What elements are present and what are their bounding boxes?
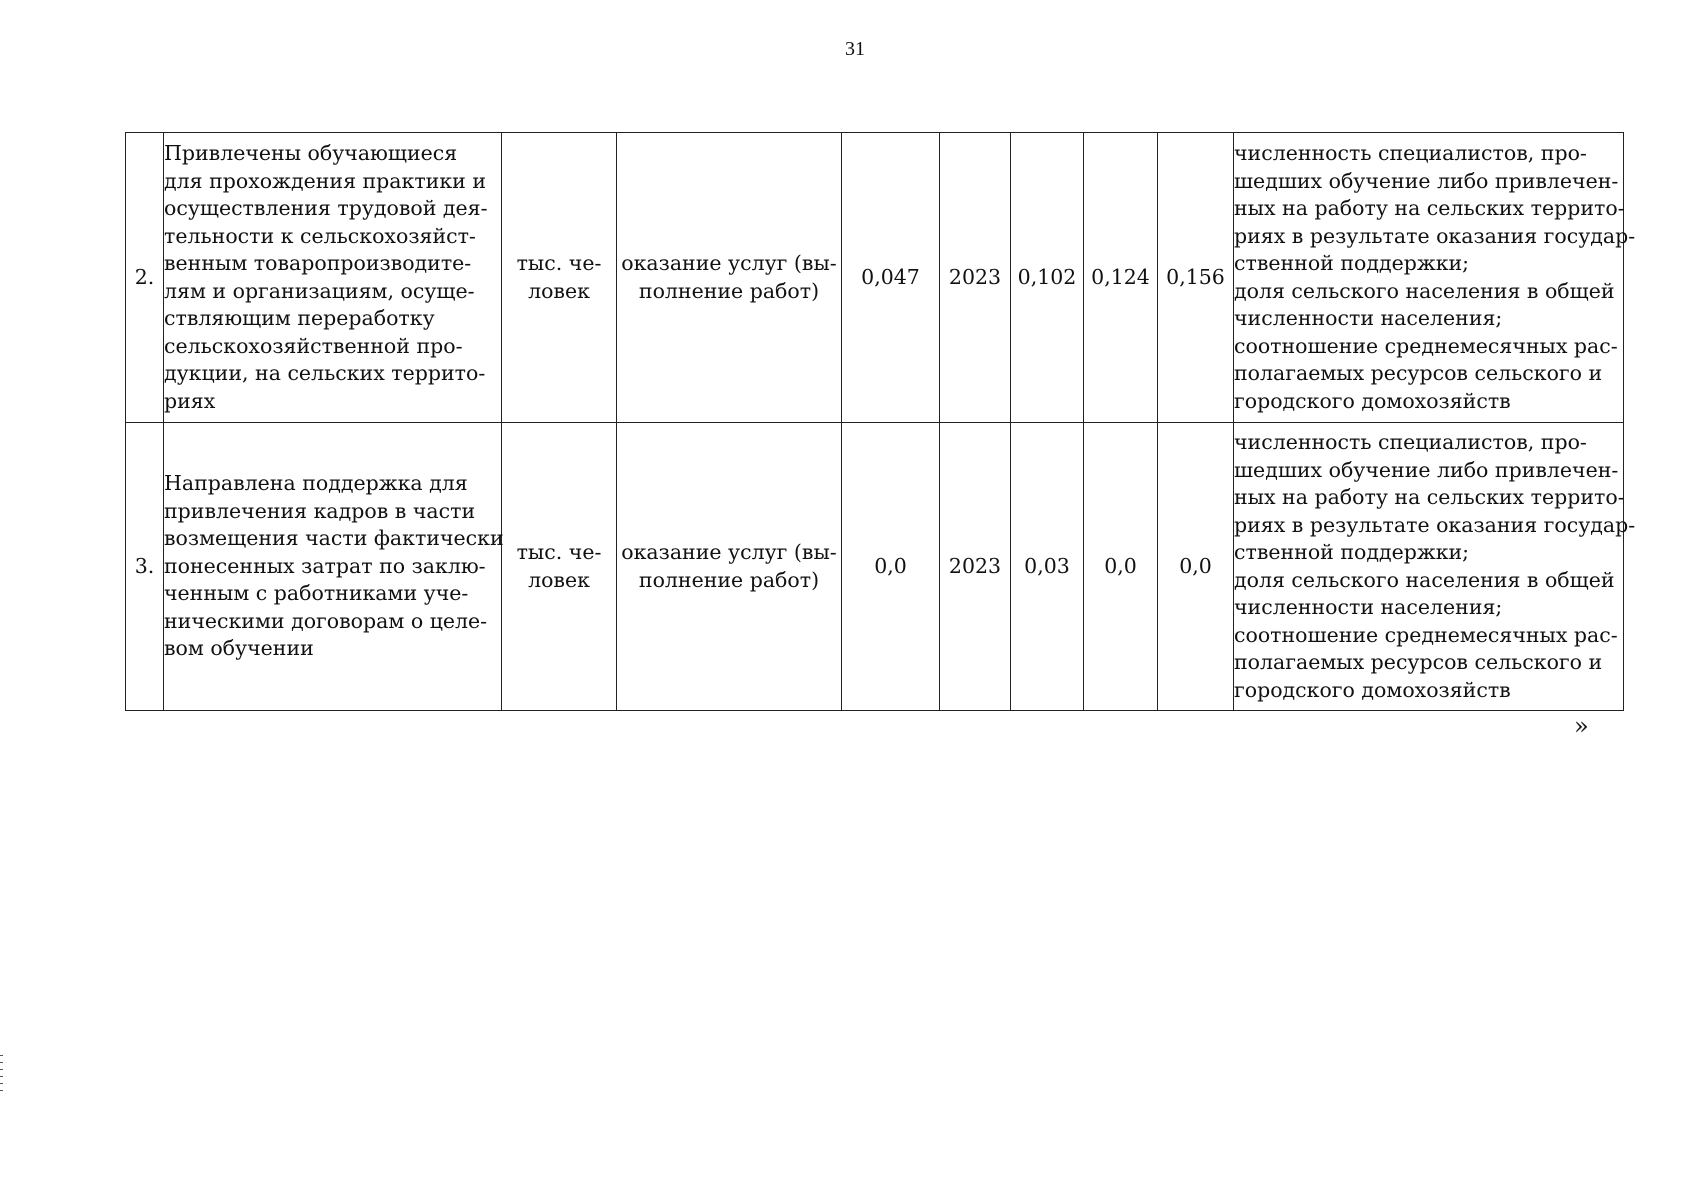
text-line: понесенных затрат по заклю-: [164, 553, 486, 578]
text-line: тельности к сельскохозяйст-: [164, 223, 476, 248]
text-line: ническими договорам о целе-: [164, 608, 488, 633]
scan-mark: [0, 1076, 3, 1077]
text-line: городского домохозяйств: [1234, 388, 1511, 413]
value-cell-2: 0,0: [1084, 423, 1158, 711]
text-line: тыс. че-: [516, 251, 602, 275]
text-line: ственной поддержки;: [1234, 251, 1470, 275]
scan-margin-marks: [0, 1055, 3, 1097]
text-line: оказание услуг (вы-: [621, 540, 837, 564]
text-line: численности населения;: [1234, 306, 1503, 330]
closing-quote: »: [1574, 712, 1589, 740]
text-line: сельскохозяйственной про-: [164, 333, 463, 358]
text-line: риях: [164, 388, 216, 413]
text-line: Привлечены обучающиеся: [164, 141, 458, 165]
base-value-cell: 0,0: [842, 423, 940, 711]
text-line: оказание услуг (вы-: [621, 251, 837, 275]
value-cell-3: 0,0: [1158, 423, 1234, 711]
results-table: [125, 132, 1636, 711]
text-line: соотношение среднемесячных рас-: [1234, 622, 1618, 647]
text-line: венным товаропроизводите-: [164, 251, 472, 275]
text-line: ных на работу на сельских террито-: [1234, 485, 1625, 509]
table-row: [126, 133, 1624, 423]
text-line: численность специалистов, про-: [1234, 430, 1587, 454]
result-description: [164, 133, 502, 423]
base-year-cell: 2023: [940, 423, 1011, 711]
text-line: ствляющим переработку: [164, 306, 435, 330]
text-line: осуществления трудовой дея-: [164, 196, 488, 220]
text-line: для прохождения практики и: [164, 168, 486, 193]
base-value-cell: 0,047: [842, 133, 940, 423]
text-line: доля сельского населения в общей: [1234, 567, 1615, 592]
value-cell-1: 0,03: [1011, 423, 1084, 711]
scan-mark: [0, 1055, 3, 1056]
value-cell-3: 0,156: [1158, 133, 1234, 423]
text-line: тыс. че-: [516, 540, 602, 564]
text-line: Направлена поддержка для: [164, 471, 468, 496]
text-line: вом обучении: [164, 636, 314, 661]
type-cell: [617, 423, 842, 711]
text-line: лям и организациям, осуще-: [164, 278, 475, 303]
indicators-cell: [1234, 133, 1636, 423]
table-row: [126, 423, 1624, 711]
text-line: городского домохозяйств: [1234, 677, 1511, 702]
text-line: соотношение среднемесячных рас-: [1234, 333, 1618, 358]
scan-mark: [0, 1062, 3, 1063]
text-line: полагаемых ресурсов сельского и: [1234, 361, 1603, 385]
text-line: ченным с работниками уче-: [164, 581, 469, 606]
text-line: шедших обучение либо привлечен-: [1234, 457, 1619, 482]
result-description: [164, 423, 502, 711]
text-line: ловек: [528, 278, 590, 303]
value-cell-1: 0,102: [1011, 133, 1084, 423]
text-line: ных на работу на сельских террито-: [1234, 196, 1625, 220]
text-line: доля сельского населения в общей: [1234, 278, 1615, 303]
text-line: полнение работ): [638, 278, 820, 303]
scan-mark: [0, 1083, 3, 1084]
scan-mark: [0, 1090, 3, 1091]
text-line: риях в результате оказания государ-: [1234, 223, 1636, 248]
text-line: привлечения кадров в части: [164, 498, 476, 523]
row-number: 2.: [126, 133, 164, 423]
text-line: численности населения;: [1234, 595, 1503, 619]
text-line: полагаемых ресурсов сельского и: [1234, 650, 1603, 674]
value-cell-2: 0,124: [1084, 133, 1158, 423]
unit-cell: [502, 133, 617, 423]
page-number: 31: [845, 38, 865, 60]
unit-cell: [502, 423, 617, 711]
text-line: ственной поддержки;: [1234, 540, 1470, 564]
text-line: полнение работ): [638, 567, 820, 592]
base-year-cell: 2023: [940, 133, 1011, 423]
text-line: численность специалистов, про-: [1234, 141, 1587, 165]
text-line: ловек: [528, 567, 590, 592]
indicators-cell: [1234, 423, 1636, 711]
scan-mark: [0, 1069, 3, 1070]
text-line: шедших обучение либо привлечен-: [1234, 168, 1619, 193]
text-line: дукции, на сельских террито-: [164, 361, 486, 385]
text-line: возмещения части фактически: [164, 526, 504, 551]
type-cell: [617, 133, 842, 423]
row-number: 3.: [126, 423, 164, 711]
text-line: риях в результате оказания государ-: [1234, 512, 1636, 537]
